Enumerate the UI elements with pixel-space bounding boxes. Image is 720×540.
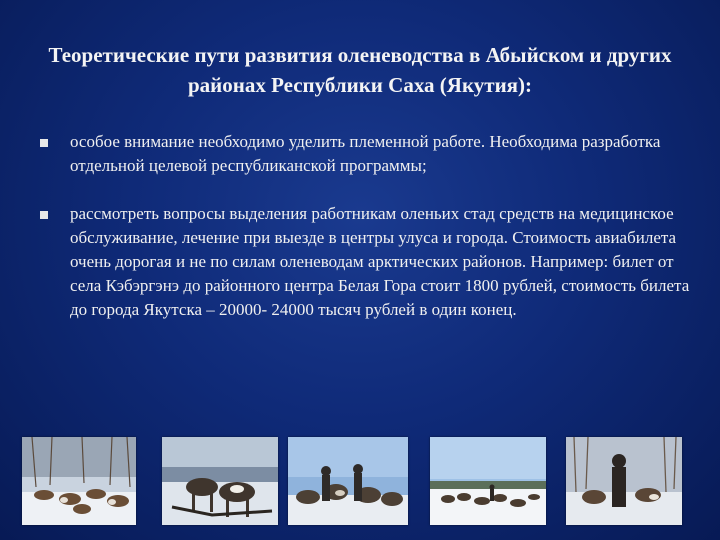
photo-reindeer-herd (22, 437, 136, 525)
bullet-text: особое внимание необходимо уделить племенной работе. Необходима разработка отдельной целевой республиканской программы; (70, 132, 661, 175)
bullet-text: рассмотреть вопросы выделения работникам оленьих стад средств на медицинское обслуживание, лечение при выезде в центры улуса и города. Стоимость авиабилета очень дорогая и не по силам оленеводам арктических районов. Например: билет от села Кэбэргэнэ до районного центра Белая Гора стоит 1800 рублей, стоимость билета до города Якутска – 20000- 24000 тысяч рублей в один конец. (70, 204, 690, 319)
bullet-list (40, 130, 690, 346)
photo-reindeer-teams (430, 437, 546, 525)
photo-reindeer-sled (162, 437, 278, 525)
photo-herders (288, 437, 408, 525)
bullet-item (40, 202, 690, 322)
photo-herder-with-reindeer (566, 437, 682, 525)
slide-title: Теоретические пути развития оленеводства в Абыйском и других районах Республики Саха (Якутия): (48, 43, 672, 97)
square-bullet-icon (40, 139, 48, 147)
square-bullet-icon (40, 211, 48, 219)
bullet-item (40, 130, 690, 178)
photo-strip (22, 437, 702, 527)
